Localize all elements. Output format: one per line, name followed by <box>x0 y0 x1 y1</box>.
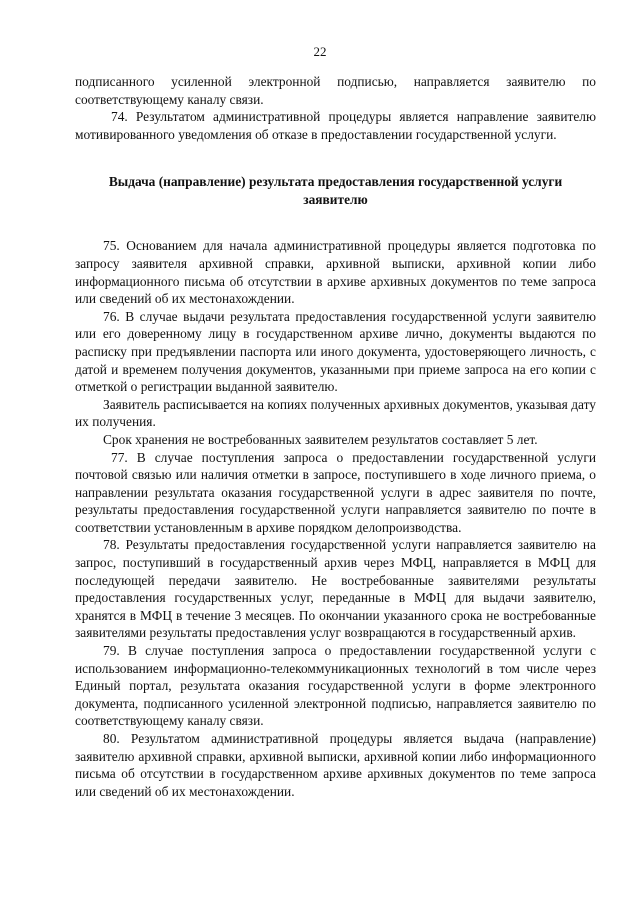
paragraph-76: 76. В случае выдачи результата предоставления государственной услуги заявителю или его доверенному лицу в государственном архиве лично, документы выдаются по расписку при предъявлении паспорта или иного документа, удостоверяющего личность, с датой и временем получения документов, указанными при приеме запроса на его копии с отметкой о регистрации выданной заявителю. <box>75 308 596 395</box>
paragraph-continuation: подписанного усиленной электронной подписью, направляется заявителю по соответствующему каналу связи. <box>75 74 596 107</box>
page-number: 22 <box>313 44 327 59</box>
paragraph-75: 75. Основанием для начала административной процедуры является подготовка по запросу заявителя архивной справки, архивной выписки, архивной копии либо информационного письма об отсутствии в архиве архивных документов по теме запроса или сведений об их местонахождении. <box>75 238 596 307</box>
paragraph-79: 79. В случае поступления запроса о предоставлении государственной услуги с использованием информационно-телекоммуникационных технологий в том числе через Единый портал, результата оказания государственной услуги в форме электронного документа, подписанного усиленной электронной подписью, направляется заявителю по соответствующему каналу связи. <box>75 643 596 729</box>
section-heading: Выдача (направление) результата предоставления государственной услуги заявителю <box>108 174 563 208</box>
paragraph-80: 80. Результатом административной процедуры является выдача (направление) заявителю архивной справки, архивной выписки, архивной копии либо информационного письма об отсутствии в государственном архиве архивных документов по теме запроса или сведений об их местонахождении. <box>75 731 596 799</box>
paragraph-74: 74. Результатом административной процедуры является направление заявителю мотивированного уведомления об отказе в предоставлении государственной услуги. <box>75 109 596 142</box>
paragraph-76-signature: Заявитель расписывается на копиях полученных архивных документов, указывая дату их получения. <box>75 396 596 430</box>
paragraph-76-storage: Срок хранения не востребованных заявителем результатов составляет 5 лет. <box>103 431 538 447</box>
paragraph-78: 78. Результаты предоставления государственной услуги направляется заявителю на запрос, поступивший в государственный архив через МФЦ, направляется в МФЦ для последующей передачи заявителю. Не востребованные заявителями результаты предоставления государственных услуг, переданные в МФЦ для выдачи заявителю, хранятся в МФЦ в течение 3 месяцев. По окончании указанного срока не востребованные заявителями результаты предоставления услуг возвращаются в государственный архив. <box>75 537 596 641</box>
document-body <box>75 73 596 800</box>
paragraph-77: 77. В случае поступления запроса о предоставлении государственной услуги почтовой связью или наличия отметки в запросе, поступившего в ходе личного приема, о направлении результата оказания государственной услуги в адрес заявителя по почте, результаты предоставления государственной услуги направляется заявителю по почте в соответствии установленным в архиве порядком делопроизводства. <box>75 449 596 535</box>
